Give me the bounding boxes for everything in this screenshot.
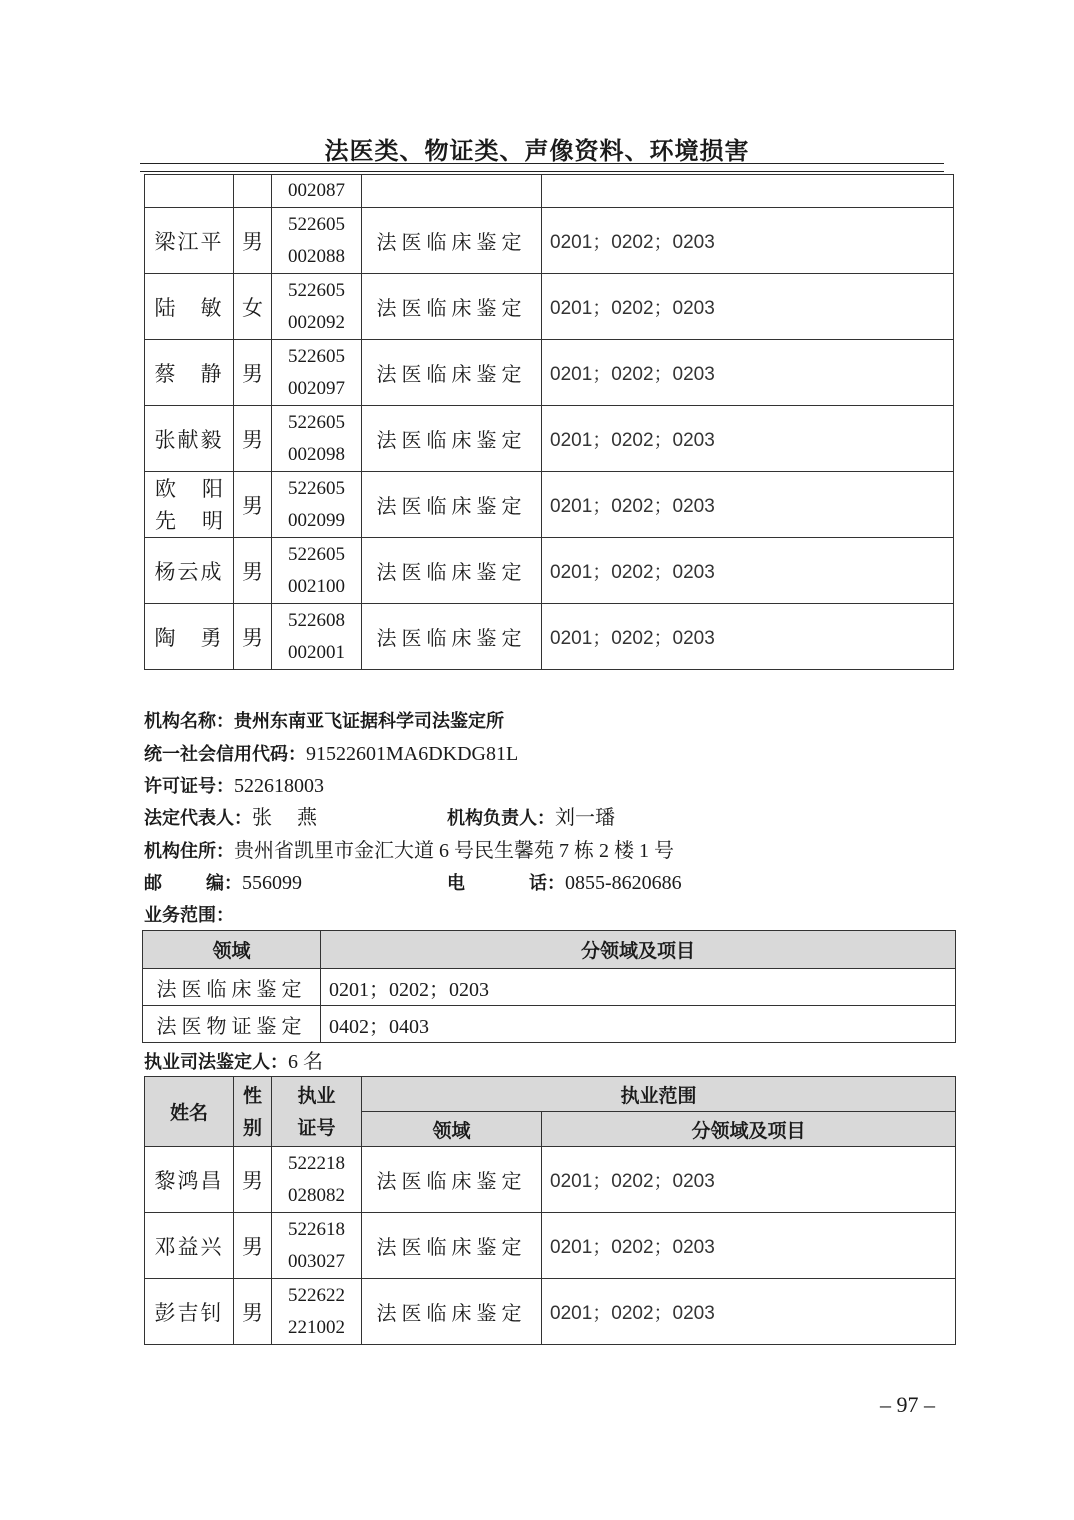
practice-field: 法医临床鉴定 — [362, 208, 542, 274]
practitioner-name: 欧 阳 先 明 — [145, 472, 234, 538]
table-row — [145, 1147, 956, 1213]
table-row — [145, 340, 954, 406]
practitioner-sex: 男 — [234, 1147, 272, 1213]
practitioner-table — [144, 1076, 956, 1345]
license-number: 522218 028082 — [272, 1147, 362, 1213]
practitioner-sex: 男 — [234, 1213, 272, 1279]
header-field: 领域 — [362, 1112, 542, 1147]
header-sex: 性 别 — [234, 1077, 272, 1147]
practice-subfield: 0201；0202；0203 — [542, 274, 954, 340]
phone-number: 0855-8620686 — [565, 872, 682, 894]
header-subfield: 分领域及项目 — [542, 1112, 956, 1147]
scope-subfield: 0201；0202；0203 — [321, 969, 956, 1006]
practice-subfield: 0201；0202；0203 — [542, 1213, 956, 1279]
table-row — [145, 1213, 956, 1279]
practitioner-name: 陶 勇 — [145, 604, 234, 670]
license-number: 522605 002092 — [272, 274, 362, 340]
page-header-title: 法医类、物证类、声像资料、环境损害 — [324, 137, 750, 165]
practice-subfield: 0201；0202；0203 — [542, 604, 954, 670]
license-number: 522605 002099 — [272, 472, 362, 538]
license-number: 522605 002097 — [272, 340, 362, 406]
practitioner-sex: 男 — [234, 1279, 272, 1345]
license-line: 许可证号：522618003 — [144, 775, 324, 797]
practice-field: 法医临床鉴定 — [362, 538, 542, 604]
practitioner-sex: 男 — [234, 604, 272, 670]
practice-subfield: 0201；0202；0203 — [542, 406, 954, 472]
table-row — [145, 604, 954, 670]
license-number: 522622 221002 — [272, 1279, 362, 1345]
scope-header-subfield: 分领域及项目 — [321, 931, 956, 969]
table-row — [143, 1006, 956, 1043]
legal-representative: 张 燕 — [252, 807, 317, 829]
practice-field: 法医临床鉴定 — [362, 1279, 542, 1345]
practitioner-sex: 男 — [234, 538, 272, 604]
license-number: 522608 002001 — [272, 604, 362, 670]
practitioner-sex: 女 — [234, 274, 272, 340]
head-line: 机构负责人：刘一璠 — [447, 807, 615, 829]
license-number: 002087 — [272, 175, 362, 208]
table-row — [145, 406, 954, 472]
practitioner-name: 蔡 静 — [145, 340, 234, 406]
practitioner-sex: 男 — [234, 340, 272, 406]
practitioner-name: 彭吉钊 — [145, 1279, 234, 1345]
top-practitioner-table — [144, 174, 954, 670]
table-row — [143, 969, 956, 1006]
postal-code: 556099 — [242, 872, 302, 894]
practice-field: 法医临床鉴定 — [362, 1213, 542, 1279]
header-name: 姓名 — [145, 1077, 234, 1147]
license-number: 522618 003027 — [272, 1213, 362, 1279]
phone-line: 电 话：0855-8620686 — [447, 872, 682, 894]
address-line: 机构住所：贵州省凯里市金汇大道 6 号民生馨苑 7 栋 2 楼 1 号 — [144, 840, 674, 862]
practitioners-label-line: 执业司法鉴定人：6 名 — [144, 1051, 323, 1073]
representative-line: 法定代表人：张 燕 — [144, 807, 317, 829]
practice-subfield: 0201；0202；0203 — [542, 538, 954, 604]
practitioner-name: 黎鸿昌 — [145, 1147, 234, 1213]
table-row — [145, 274, 954, 340]
business-scope-table — [142, 930, 956, 1043]
license-number-value: 522618003 — [234, 775, 324, 797]
practice-field: 法医临床鉴定 — [362, 472, 542, 538]
license-number: 522605 002088 — [272, 208, 362, 274]
practitioner-name: 杨云成 — [145, 538, 234, 604]
scope-field: 法医临床鉴定 — [143, 969, 321, 1006]
credit-code: 91522601MA6DKDG81L — [306, 743, 519, 765]
scope-field: 法医物证鉴定 — [143, 1006, 321, 1043]
credit-code-line: 统一社会信用代码：91522601MA6DKDG81L — [144, 743, 519, 765]
practitioner-name: 陆 敏 — [145, 274, 234, 340]
table-row — [145, 175, 954, 208]
practitioner-sex: 男 — [234, 406, 272, 472]
scope-label: 业务范围： — [144, 905, 234, 926]
practice-subfield: 0201；0202；0203 — [542, 1147, 956, 1213]
header-scope: 执业范围 — [362, 1077, 956, 1112]
practitioner-name: 张献毅 — [145, 406, 234, 472]
practice-field: 法医临床鉴定 — [362, 406, 542, 472]
practice-field: 法医临床鉴定 — [362, 1147, 542, 1213]
institution-name-line: 机构名称：贵州东南亚飞证据科学司法鉴定所 — [144, 711, 504, 732]
practice-field: 法医临床鉴定 — [362, 604, 542, 670]
table-row — [145, 538, 954, 604]
header-rule — [140, 171, 944, 172]
practitioner-sex: 男 — [234, 208, 272, 274]
header-license: 执业 证号 — [272, 1077, 362, 1147]
practice-subfield: 0201；0202；0203 — [542, 208, 954, 274]
postal-line: 邮 编：556099 — [144, 872, 302, 894]
practitioner-name: 邓益兴 — [145, 1213, 234, 1279]
table-row — [145, 208, 954, 274]
practitioner-count: 6 名 — [288, 1051, 323, 1073]
practitioner-name: 梁江平 — [145, 208, 234, 274]
institution-name: 贵州东南亚飞证据科学司法鉴定所 — [234, 711, 504, 732]
institution-head: 刘一璠 — [555, 807, 615, 829]
practice-field: 法医临床鉴定 — [362, 274, 542, 340]
practice-subfield: 0201；0202；0203 — [542, 472, 954, 538]
practice-subfield: 0201；0202；0203 — [542, 1279, 956, 1345]
table-row — [145, 472, 954, 538]
practice-subfield: 0201；0202；0203 — [542, 340, 954, 406]
scope-header-field: 领域 — [143, 931, 321, 969]
table-row — [145, 1279, 956, 1345]
license-number: 522605 002098 — [272, 406, 362, 472]
scope-label-line — [144, 904, 234, 927]
institution-address: 贵州省凯里市金汇大道 6 号民生馨苑 7 栋 2 楼 1 号 — [234, 840, 674, 862]
scope-subfield: 0402；0403 — [321, 1006, 956, 1043]
header-rule — [140, 163, 944, 164]
practitioner-sex: 男 — [234, 472, 272, 538]
page-number: – 97 – — [880, 1392, 935, 1417]
practice-field: 法医临床鉴定 — [362, 340, 542, 406]
license-number: 522605 002100 — [272, 538, 362, 604]
